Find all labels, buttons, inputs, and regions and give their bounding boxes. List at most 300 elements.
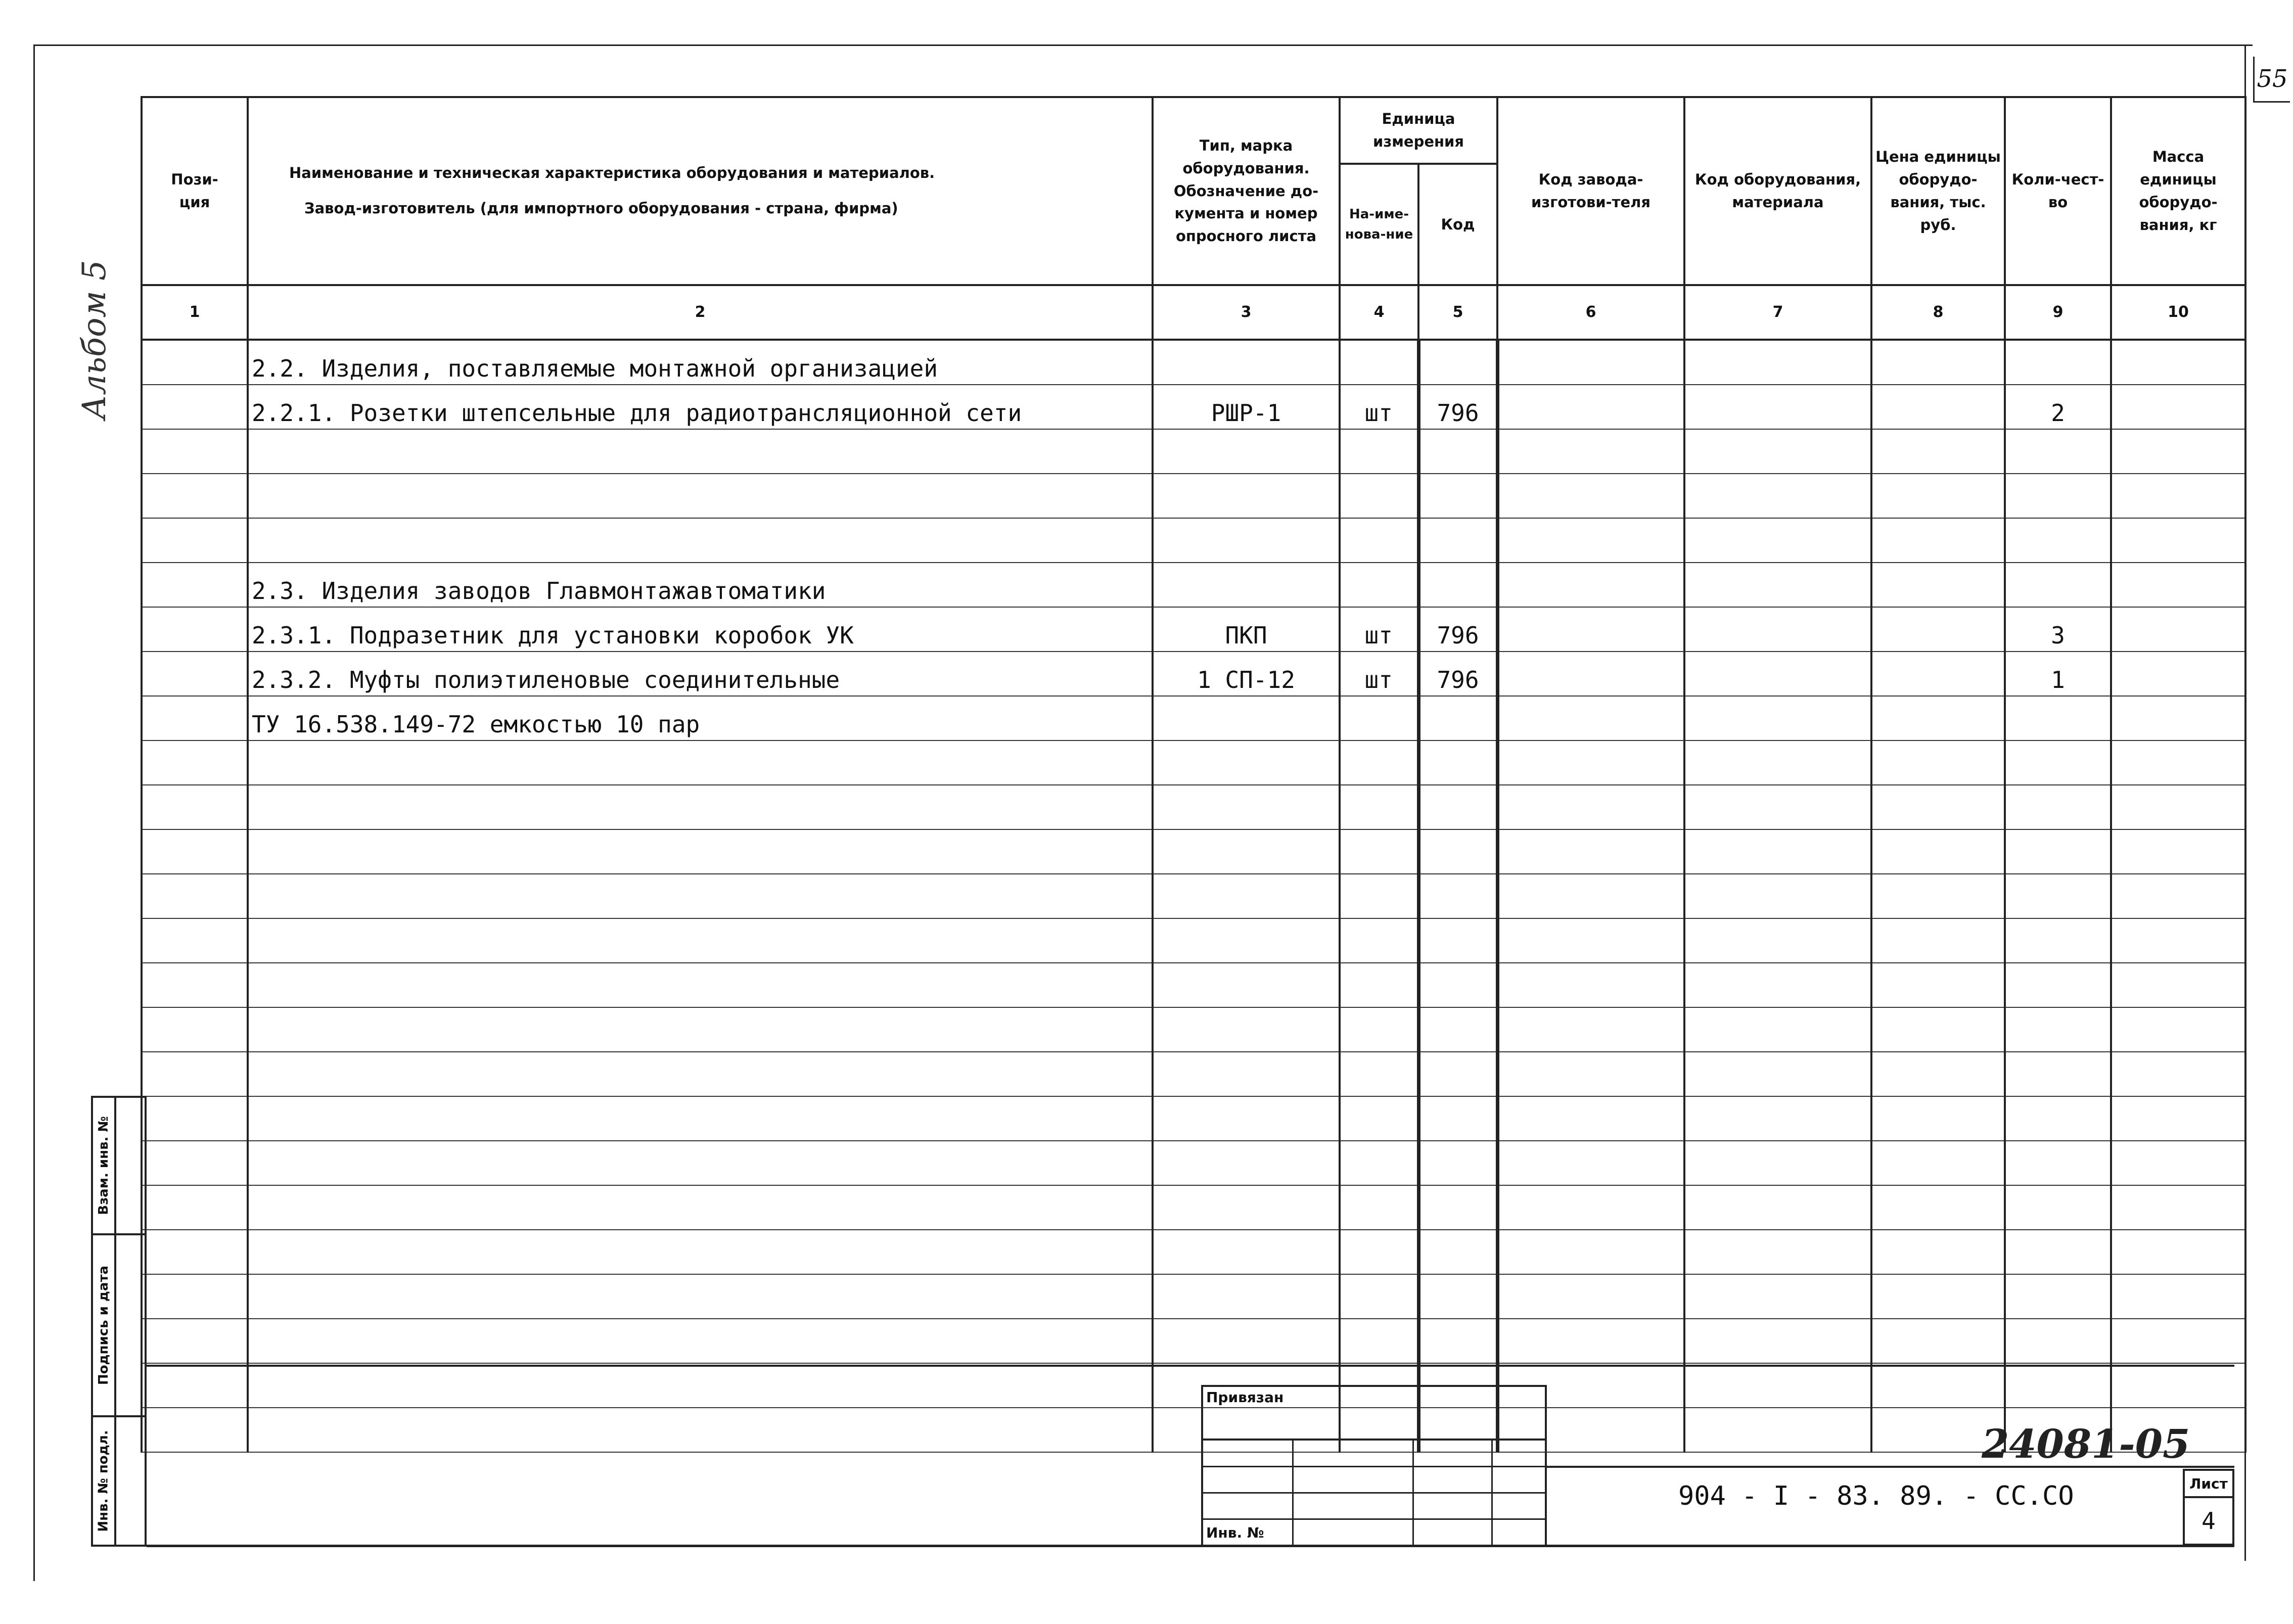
cell-price	[1871, 1052, 2005, 1096]
cell-mass	[2111, 1007, 2245, 1052]
cell-maker-code	[1497, 1141, 1684, 1185]
cell-maker-code	[1497, 785, 1684, 829]
cell-position	[142, 963, 248, 1007]
cell-type	[1153, 874, 1340, 918]
cell-unit-name	[1340, 1408, 1418, 1452]
cell-type	[1153, 1408, 1340, 1452]
cell-name	[248, 474, 1153, 518]
cell-equip-code	[1684, 696, 1871, 740]
cell-position	[142, 607, 248, 652]
cell-mass	[2111, 918, 2245, 963]
cell-name	[248, 1363, 1153, 1408]
cell-qty	[2005, 829, 2111, 874]
table-row	[142, 740, 2245, 785]
cell-mass	[2111, 1096, 2245, 1141]
cell-name	[248, 1319, 1153, 1363]
cell-unit-name	[1340, 1096, 1418, 1141]
cell-unit-name	[1340, 785, 1418, 829]
cell-price	[1871, 1319, 2005, 1363]
margin-podpis-cell	[93, 1235, 145, 1417]
cell-maker-code	[1497, 740, 1684, 785]
cell-price	[1871, 1185, 2005, 1230]
cell-unit-code	[1418, 1185, 1497, 1230]
cell-type	[1153, 429, 1340, 474]
cell-mass	[2111, 385, 2245, 429]
privyazan-grid-h2	[1201, 1466, 1547, 1467]
cell-name	[248, 1141, 1153, 1185]
cell-unit-name	[1340, 918, 1418, 963]
cell-price	[1871, 340, 2005, 385]
cell-position	[142, 1185, 248, 1230]
cell-position	[142, 385, 248, 429]
cell-equip-code	[1684, 1363, 1871, 1408]
cell-mass	[2111, 1274, 2245, 1319]
cell-equip-code	[1684, 1007, 1871, 1052]
cell-mass	[2111, 563, 2245, 607]
margin-inv-label: Инв. № подл.	[96, 1430, 111, 1532]
cell-mass	[2111, 429, 2245, 474]
cell-type	[1153, 829, 1340, 874]
cell-qty	[2005, 1319, 2111, 1363]
header-price: Цена единицы оборудо-вания, тыс. руб.	[1871, 97, 2005, 285]
album-note: Альбом 5	[76, 260, 113, 420]
cell-mass	[2111, 474, 2245, 518]
cell-unit-name	[1340, 1274, 1418, 1319]
cell-qty	[2005, 1052, 2111, 1096]
cell-name	[248, 1274, 1153, 1319]
cell-name	[248, 1052, 1153, 1096]
cell-type	[1153, 1230, 1340, 1274]
cell-mass	[2111, 1363, 2245, 1408]
col-number: 1	[142, 285, 248, 340]
cell-equip-code	[1684, 1185, 1871, 1230]
table-row	[142, 785, 2245, 829]
cell-unit-code	[1418, 696, 1497, 740]
cell-unit-code	[1418, 1408, 1497, 1452]
cell-maker-code	[1497, 1319, 1684, 1363]
cell-maker-code	[1497, 652, 1684, 696]
table-row	[142, 518, 2245, 563]
header-name	[248, 97, 1153, 285]
cell-qty	[2005, 340, 2111, 385]
privyazan-box-right	[1545, 1385, 1547, 1546]
cell-unit-name	[1340, 518, 1418, 563]
cell-maker-code	[1497, 385, 1684, 429]
cell-price	[1871, 652, 2005, 696]
cell-price	[1871, 385, 2005, 429]
cell-mass	[2111, 1141, 2245, 1185]
cell-type	[1153, 340, 1340, 385]
cell-type	[1153, 518, 1340, 563]
cell-price	[1871, 740, 2005, 785]
cell-name	[248, 785, 1153, 829]
cell-type	[1153, 1185, 1340, 1230]
cell-unit-code	[1418, 340, 1497, 385]
cell-mass	[2111, 874, 2245, 918]
cell-qty	[2005, 696, 2111, 740]
cell-mass	[2111, 652, 2245, 696]
cell-name	[248, 740, 1153, 785]
cell-position	[142, 1052, 248, 1096]
header-type: Тип, марка оборудования. Обозначение до-кумента и номер опросного листа	[1153, 97, 1340, 285]
left-margin-block	[91, 1096, 147, 1547]
cell-name	[248, 1007, 1153, 1052]
cell-equip-code	[1684, 607, 1871, 652]
privyazan-grid-h4	[1201, 1518, 1547, 1520]
table-row	[142, 874, 2245, 918]
cell-unit-code	[1418, 1096, 1497, 1141]
cell-name: ТУ 16.538.149-72 емкостью 10 пар	[248, 696, 1153, 740]
col-number: 7	[1684, 285, 1871, 340]
cell-unit-code	[1418, 1007, 1497, 1052]
cell-mass	[2111, 740, 2245, 785]
margin-podpis-label: Подпись и дата	[96, 1265, 112, 1385]
table-row	[142, 1096, 2245, 1141]
header-name-line2: Завод-изготовитель (для импортного оборудования - страна, фирма)	[304, 200, 898, 217]
cell-unit-name	[1340, 874, 1418, 918]
cell-price	[1871, 1141, 2005, 1185]
cell-type	[1153, 740, 1340, 785]
cell-unit-name	[1340, 829, 1418, 874]
cell-qty	[2005, 429, 2111, 474]
cell-equip-code	[1684, 518, 1871, 563]
cell-unit-name	[1340, 740, 1418, 785]
cell-name: 2.2. Изделия, поставляемые монтажной организацией	[248, 340, 1153, 385]
cell-name	[248, 918, 1153, 963]
header-mass: Масса единицы оборудо-вания, кг	[2111, 97, 2245, 285]
table-row	[142, 829, 2245, 874]
cell-type	[1153, 563, 1340, 607]
cell-type	[1153, 918, 1340, 963]
cell-mass	[2111, 1052, 2245, 1096]
cell-type	[1153, 785, 1340, 829]
cell-name	[248, 1230, 1153, 1274]
cell-name: 2.3.1. Подразетник для установки коробок УК	[248, 607, 1153, 652]
table-row	[142, 1408, 2245, 1452]
cell-unit-name	[1340, 429, 1418, 474]
margin-vzam-cell	[93, 1098, 145, 1235]
inv-no-label: Инв. №	[1206, 1524, 1264, 1541]
sheet-box	[2183, 1469, 2234, 1546]
cell-position	[142, 1096, 248, 1141]
table-row	[142, 563, 2245, 607]
cell-equip-code	[1684, 652, 1871, 696]
cell-qty	[2005, 563, 2111, 607]
cell-price	[1871, 429, 2005, 474]
specification-table	[141, 96, 2246, 1453]
cell-unit-code: 796	[1418, 385, 1497, 429]
table-row	[142, 1230, 2245, 1274]
table-row	[142, 1052, 2245, 1096]
cell-equip-code	[1684, 1319, 1871, 1363]
frame-bottom	[147, 1545, 2234, 1547]
cell-unit-name	[1340, 340, 1418, 385]
cell-mass	[2111, 785, 2245, 829]
cell-equip-code	[1684, 963, 1871, 1007]
cell-position	[142, 1319, 248, 1363]
cell-type	[1153, 963, 1340, 1007]
cell-equip-code	[1684, 1096, 1871, 1141]
cell-unit-code	[1418, 563, 1497, 607]
cell-maker-code	[1497, 1408, 1684, 1452]
cell-position	[142, 1408, 248, 1452]
cell-type	[1153, 1096, 1340, 1141]
cell-equip-code	[1684, 918, 1871, 963]
cell-maker-code	[1497, 563, 1684, 607]
cell-qty	[2005, 1363, 2111, 1408]
cell-name: 2.2.1. Розетки штепсельные для радиотрансляционной сети	[248, 385, 1153, 429]
cell-unit-code	[1418, 1052, 1497, 1096]
cell-qty	[2005, 1274, 2111, 1319]
cell-position	[142, 563, 248, 607]
cell-maker-code	[1497, 340, 1684, 385]
cell-qty	[2005, 474, 2111, 518]
cell-mass	[2111, 340, 2245, 385]
cell-unit-code	[1418, 429, 1497, 474]
cell-qty: 1	[2005, 652, 2111, 696]
table-row	[142, 1185, 2245, 1230]
table-row	[142, 1274, 2245, 1319]
cell-equip-code	[1684, 1274, 1871, 1319]
cell-unit-code	[1418, 1230, 1497, 1274]
cell-price	[1871, 918, 2005, 963]
cell-unit-code	[1418, 740, 1497, 785]
privyazan-box-left	[1201, 1385, 1203, 1546]
cell-unit-name	[1340, 963, 1418, 1007]
cell-unit-code	[1418, 1319, 1497, 1363]
cell-price	[1871, 607, 2005, 652]
cell-position	[142, 740, 248, 785]
cell-unit-code	[1418, 963, 1497, 1007]
privyazan-grid-v1	[1292, 1439, 1294, 1546]
privyazan-grid-v3	[1491, 1439, 1493, 1546]
cell-unit-code	[1418, 518, 1497, 563]
col-number: 9	[2005, 285, 2111, 340]
cell-name: 2.3.2. Муфты полиэтиленовые соединительные	[248, 652, 1153, 696]
cell-name	[248, 429, 1153, 474]
cell-unit-code	[1418, 1141, 1497, 1185]
cell-mass	[2111, 963, 2245, 1007]
cell-unit-code	[1418, 874, 1497, 918]
cell-unit-name	[1340, 1141, 1418, 1185]
cell-name	[248, 1408, 1153, 1452]
cell-name	[248, 829, 1153, 874]
cell-name	[248, 874, 1153, 918]
cell-maker-code	[1497, 1096, 1684, 1141]
margin-inv-cell	[93, 1417, 145, 1545]
cell-type	[1153, 696, 1340, 740]
header-qty: Коли-чест-во	[2005, 97, 2111, 285]
cell-equip-code	[1684, 1141, 1871, 1185]
sheet-label: Лист	[2185, 1471, 2232, 1498]
cell-maker-code	[1497, 1185, 1684, 1230]
cell-maker-code	[1497, 1230, 1684, 1274]
header-equip-code: Код оборудования, материала	[1684, 97, 1871, 285]
cell-position	[142, 652, 248, 696]
table-row	[142, 1141, 2245, 1185]
cell-position	[142, 696, 248, 740]
cell-type	[1153, 1274, 1340, 1319]
cell-type: РШР-1	[1153, 385, 1340, 429]
cell-type	[1153, 1319, 1340, 1363]
cell-qty	[2005, 1185, 2111, 1230]
col-number: 4	[1340, 285, 1418, 340]
col-number: 8	[1871, 285, 2005, 340]
cell-price	[1871, 563, 2005, 607]
cell-maker-code	[1497, 474, 1684, 518]
cell-position	[142, 340, 248, 385]
cell-mass	[2111, 696, 2245, 740]
cell-unit-code	[1418, 918, 1497, 963]
cell-equip-code	[1684, 385, 1871, 429]
privyazan-grid-v2	[1412, 1439, 1414, 1546]
cell-qty	[2005, 1141, 2111, 1185]
cell-name	[248, 1185, 1153, 1230]
cell-qty: 2	[2005, 385, 2111, 429]
cell-maker-code	[1497, 607, 1684, 652]
cell-mass	[2111, 1185, 2245, 1230]
cell-unit-name: шт	[1340, 607, 1418, 652]
table-row	[142, 1007, 2245, 1052]
privyazan-label: Привязан	[1206, 1389, 1284, 1406]
header-maker-code: Код завода-изготови-теля	[1497, 97, 1684, 285]
cell-maker-code	[1497, 1052, 1684, 1096]
cell-equip-code	[1684, 740, 1871, 785]
cell-name	[248, 518, 1153, 563]
sheet-value: 4	[2202, 1507, 2216, 1535]
cell-maker-code	[1497, 429, 1684, 474]
cell-maker-code	[1497, 874, 1684, 918]
cell-price	[1871, 1230, 2005, 1274]
cell-unit-name	[1340, 1052, 1418, 1096]
cell-maker-code	[1497, 518, 1684, 563]
cell-unit-name	[1340, 1230, 1418, 1274]
cell-unit-code	[1418, 1274, 1497, 1319]
table-row	[142, 918, 2245, 963]
cell-price	[1871, 963, 2005, 1007]
table-row	[142, 696, 2245, 740]
cell-qty	[2005, 518, 2111, 563]
table-row	[142, 607, 2245, 652]
cell-position	[142, 1141, 248, 1185]
cell-qty	[2005, 874, 2111, 918]
privyazan-grid-h3	[1201, 1492, 1547, 1494]
specification-body	[142, 340, 2245, 1452]
document-code: 904 - I - 83. 89. - СС.СО	[1678, 1481, 2074, 1511]
header-unit-code: Код	[1418, 164, 1497, 285]
cell-price	[1871, 785, 2005, 829]
cell-price	[1871, 829, 2005, 874]
cell-unit-name	[1340, 1319, 1418, 1363]
cell-price	[1871, 474, 2005, 518]
cell-unit-code: 796	[1418, 652, 1497, 696]
cell-maker-code	[1497, 918, 1684, 963]
privyazan-grid-h1	[1201, 1439, 1547, 1441]
cell-qty	[2005, 785, 2111, 829]
col-number: 2	[248, 285, 1153, 340]
cell-qty	[2005, 740, 2111, 785]
cell-position	[142, 829, 248, 874]
cell-price	[1871, 518, 2005, 563]
cell-qty	[2005, 1096, 2111, 1141]
cell-equip-code	[1684, 785, 1871, 829]
cell-equip-code	[1684, 474, 1871, 518]
cell-type	[1153, 1052, 1340, 1096]
cell-type: 1 СП-12	[1153, 652, 1340, 696]
cell-position	[142, 429, 248, 474]
cell-position	[142, 874, 248, 918]
cell-maker-code	[1497, 696, 1684, 740]
stamp-upper-line	[147, 1365, 2234, 1367]
cell-mass	[2111, 518, 2245, 563]
cell-unit-name	[1340, 1185, 1418, 1230]
cell-equip-code	[1684, 563, 1871, 607]
privyazan-box-top	[1201, 1385, 1547, 1387]
cell-type	[1153, 1007, 1340, 1052]
cell-maker-code	[1497, 829, 1684, 874]
col-number: 6	[1497, 285, 1684, 340]
cell-qty	[2005, 963, 2111, 1007]
cell-equip-code	[1684, 874, 1871, 918]
cell-position	[142, 785, 248, 829]
table-row	[142, 340, 2245, 385]
header-name-line1: Наименование и техническая характеристика оборудования и материалов.	[289, 164, 935, 182]
cell-unit-name: шт	[1340, 385, 1418, 429]
cell-position	[142, 1363, 248, 1408]
cell-maker-code	[1497, 963, 1684, 1007]
sheet-corner-number: 55	[2253, 57, 2290, 103]
cell-type	[1153, 1141, 1340, 1185]
cell-price	[1871, 1007, 2005, 1052]
table-row	[142, 429, 2245, 474]
cell-maker-code	[1497, 1274, 1684, 1319]
cell-unit-name	[1340, 1007, 1418, 1052]
cell-price	[1871, 874, 2005, 918]
cell-type: ПКП	[1153, 607, 1340, 652]
cell-equip-code	[1684, 1230, 1871, 1274]
margin-vzam-label: Взам. инв. №	[96, 1116, 111, 1215]
cell-qty	[2005, 1007, 2111, 1052]
cell-unit-name	[1340, 696, 1418, 740]
frame-top	[33, 44, 2253, 46]
cell-position	[142, 1230, 248, 1274]
cell-position	[142, 1274, 248, 1319]
cell-name	[248, 963, 1153, 1007]
cell-equip-code	[1684, 1408, 1871, 1452]
col-number: 10	[2111, 285, 2245, 340]
cell-unit-code	[1418, 829, 1497, 874]
cell-unit-name	[1340, 474, 1418, 518]
header-position: Пози- ция	[142, 97, 248, 285]
table-row	[142, 1319, 2245, 1363]
cell-equip-code	[1684, 429, 1871, 474]
cell-price	[1871, 1274, 2005, 1319]
cell-qty	[2005, 1230, 2111, 1274]
cell-equip-code	[1684, 340, 1871, 385]
cell-equip-code	[1684, 829, 1871, 874]
cell-position	[142, 474, 248, 518]
cell-name: 2.3. Изделия заводов Главмонтажавтоматики	[248, 563, 1153, 607]
col-number: 5	[1418, 285, 1497, 340]
archive-number: 24081-05	[1982, 1421, 2190, 1467]
cell-unit-name: шт	[1340, 652, 1418, 696]
cell-unit-code: 796	[1418, 607, 1497, 652]
table-row	[142, 652, 2245, 696]
cell-position	[142, 1007, 248, 1052]
table-row	[142, 474, 2245, 518]
cell-mass	[2111, 1319, 2245, 1363]
cell-price	[1871, 1363, 2005, 1408]
